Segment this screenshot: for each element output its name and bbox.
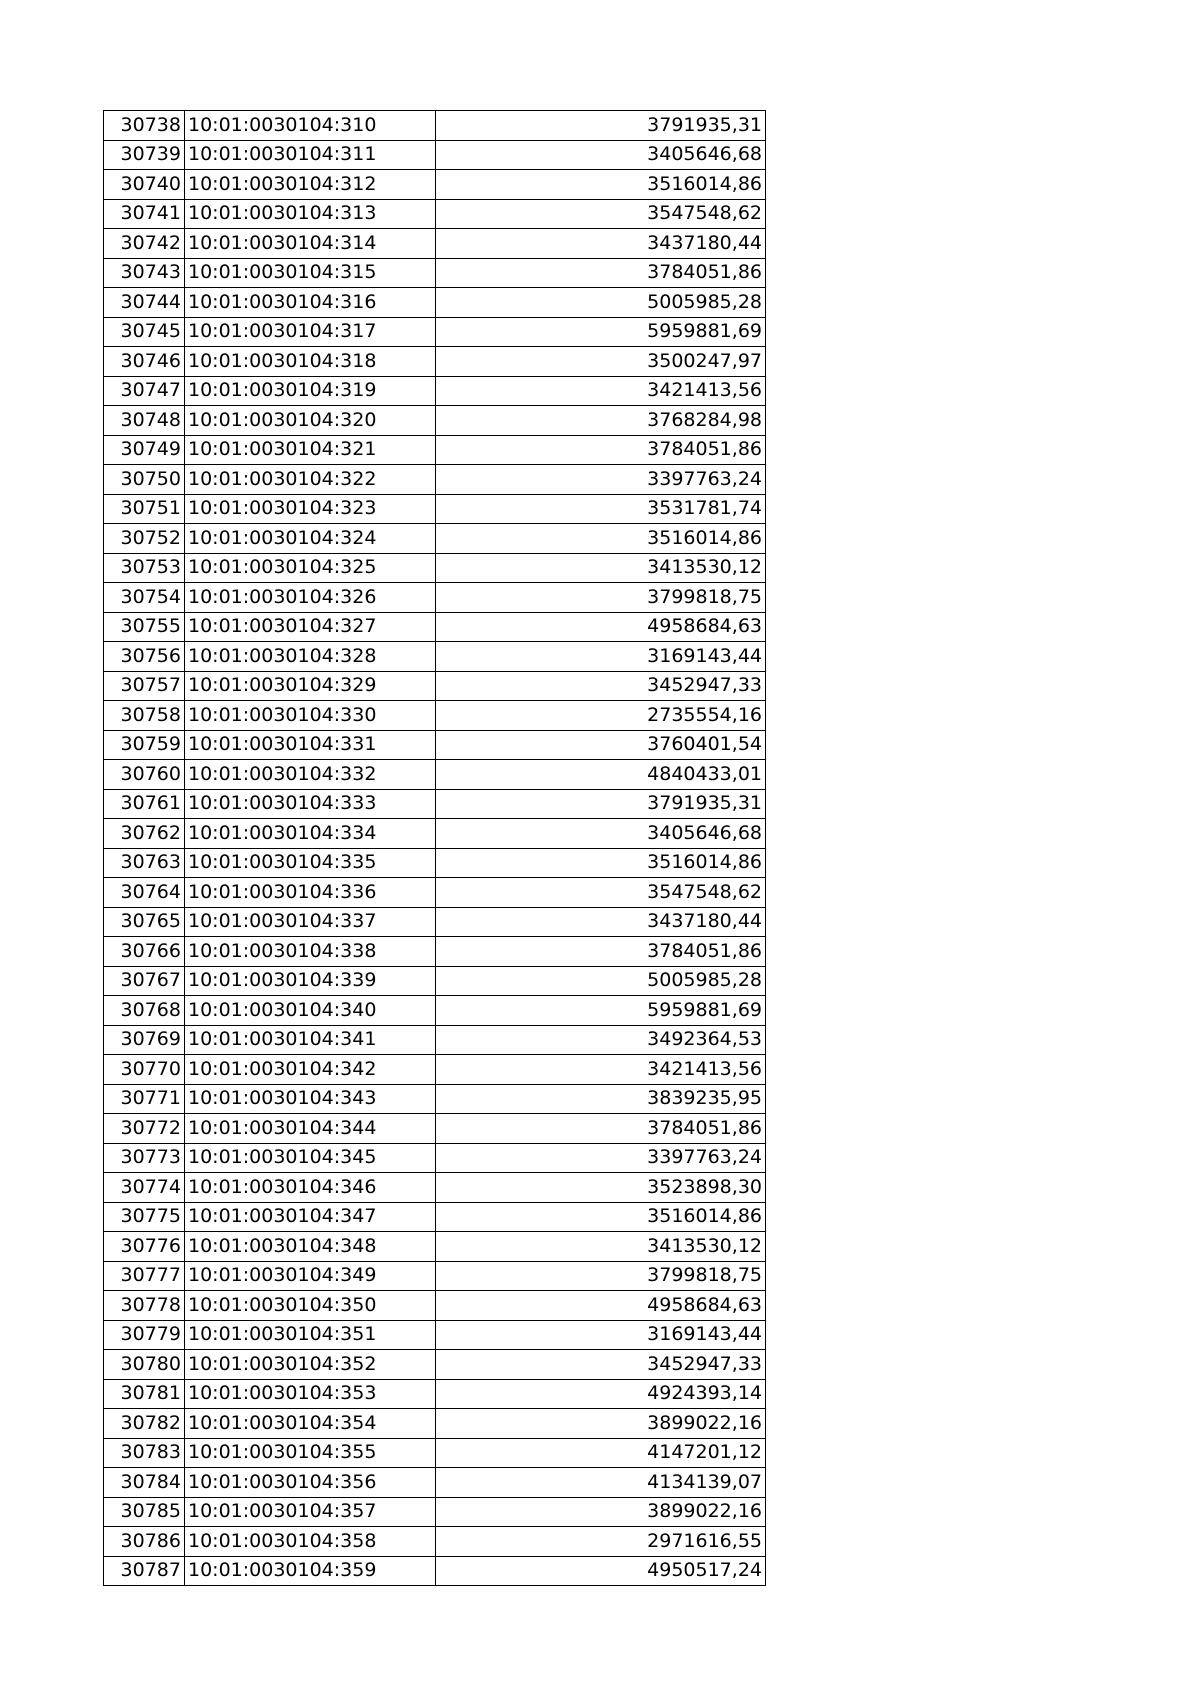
cadastral-value-cell: 3760401,54 bbox=[436, 730, 766, 760]
cadastral-value-cell: 4134139,07 bbox=[436, 1468, 766, 1498]
row-number-cell: 30783 bbox=[104, 1438, 185, 1468]
cadastral-value-cell: 3492364,53 bbox=[436, 1025, 766, 1055]
cadastral-value-cell: 3784051,86 bbox=[436, 258, 766, 288]
cadastral-number-cell: 10:01:0030104:358 bbox=[185, 1527, 436, 1557]
table-row bbox=[104, 966, 766, 996]
row-number-cell: 30758 bbox=[104, 701, 185, 731]
table-row bbox=[104, 524, 766, 554]
cadastral-value-cell: 3437180,44 bbox=[436, 907, 766, 937]
row-number-cell: 30743 bbox=[104, 258, 185, 288]
table-row bbox=[104, 1232, 766, 1262]
table-row bbox=[104, 1497, 766, 1527]
row-number-cell: 30766 bbox=[104, 937, 185, 967]
cadastral-value-cell: 2971616,55 bbox=[436, 1527, 766, 1557]
row-number-cell: 30774 bbox=[104, 1173, 185, 1203]
cadastral-value-cell: 3523898,30 bbox=[436, 1173, 766, 1203]
cadastral-number-cell: 10:01:0030104:339 bbox=[185, 966, 436, 996]
table-row bbox=[104, 435, 766, 465]
cadastral-number-cell: 10:01:0030104:322 bbox=[185, 465, 436, 495]
row-number-cell: 30780 bbox=[104, 1350, 185, 1380]
row-number-cell: 30749 bbox=[104, 435, 185, 465]
cadastral-number-cell: 10:01:0030104:328 bbox=[185, 642, 436, 672]
cadastral-number-cell: 10:01:0030104:327 bbox=[185, 612, 436, 642]
cadastral-number-cell: 10:01:0030104:321 bbox=[185, 435, 436, 465]
cadastral-number-cell: 10:01:0030104:310 bbox=[185, 111, 436, 141]
cadastral-number-cell: 10:01:0030104:345 bbox=[185, 1143, 436, 1173]
cadastral-number-cell: 10:01:0030104:315 bbox=[185, 258, 436, 288]
row-number-cell: 30760 bbox=[104, 760, 185, 790]
cadastral-value-cell: 3516014,86 bbox=[436, 1202, 766, 1232]
row-number-cell: 30779 bbox=[104, 1320, 185, 1350]
cadastral-number-cell: 10:01:0030104:349 bbox=[185, 1261, 436, 1291]
cadastral-number-cell: 10:01:0030104:317 bbox=[185, 317, 436, 347]
row-number-cell: 30784 bbox=[104, 1468, 185, 1498]
cadastral-number-cell: 10:01:0030104:343 bbox=[185, 1084, 436, 1114]
table-row bbox=[104, 288, 766, 318]
table-row bbox=[104, 1173, 766, 1203]
table-row bbox=[104, 730, 766, 760]
row-number-cell: 30787 bbox=[104, 1556, 185, 1586]
row-number-cell: 30755 bbox=[104, 612, 185, 642]
cadastral-value-cell: 3899022,16 bbox=[436, 1497, 766, 1527]
table-row bbox=[104, 937, 766, 967]
cadastral-value-cell: 3397763,24 bbox=[436, 465, 766, 495]
row-number-cell: 30752 bbox=[104, 524, 185, 554]
cadastral-number-cell: 10:01:0030104:319 bbox=[185, 376, 436, 406]
row-number-cell: 30740 bbox=[104, 170, 185, 200]
cadastral-value-cell: 4924393,14 bbox=[436, 1379, 766, 1409]
table-row bbox=[104, 671, 766, 701]
cadastral-number-cell: 10:01:0030104:342 bbox=[185, 1055, 436, 1085]
table-row bbox=[104, 1143, 766, 1173]
cadastral-value-cell: 5005985,28 bbox=[436, 288, 766, 318]
table-row bbox=[104, 1527, 766, 1557]
cadastral-value-cell: 4958684,63 bbox=[436, 1291, 766, 1321]
table-row bbox=[104, 465, 766, 495]
row-number-cell: 30769 bbox=[104, 1025, 185, 1055]
table-row bbox=[104, 1320, 766, 1350]
cadastral-value-cell: 3784051,86 bbox=[436, 435, 766, 465]
row-number-cell: 30771 bbox=[104, 1084, 185, 1114]
table-row bbox=[104, 1261, 766, 1291]
cadastral-value-cell: 3452947,33 bbox=[436, 1350, 766, 1380]
cadastral-number-cell: 10:01:0030104:340 bbox=[185, 996, 436, 1026]
table-row bbox=[104, 996, 766, 1026]
cadastral-value-cell: 3784051,86 bbox=[436, 1114, 766, 1144]
cadastral-value-cell: 3791935,31 bbox=[436, 789, 766, 819]
cadastral-value-cell: 3799818,75 bbox=[436, 1261, 766, 1291]
table-row bbox=[104, 701, 766, 731]
cadastral-number-cell: 10:01:0030104:324 bbox=[185, 524, 436, 554]
cadastral-number-cell: 10:01:0030104:346 bbox=[185, 1173, 436, 1203]
table-row bbox=[104, 376, 766, 406]
row-number-cell: 30747 bbox=[104, 376, 185, 406]
table-row bbox=[104, 1291, 766, 1321]
row-number-cell: 30781 bbox=[104, 1379, 185, 1409]
row-number-cell: 30738 bbox=[104, 111, 185, 141]
cadastral-number-cell: 10:01:0030104:336 bbox=[185, 878, 436, 908]
table-row bbox=[104, 612, 766, 642]
cadastral-value-cell: 3169143,44 bbox=[436, 642, 766, 672]
cadastral-value-cell: 4147201,12 bbox=[436, 1438, 766, 1468]
row-number-cell: 30770 bbox=[104, 1055, 185, 1085]
row-number-cell: 30765 bbox=[104, 907, 185, 937]
cadastral-value-cell: 3169143,44 bbox=[436, 1320, 766, 1350]
cadastral-number-cell: 10:01:0030104:348 bbox=[185, 1232, 436, 1262]
cadastral-value-cell: 3397763,24 bbox=[436, 1143, 766, 1173]
cadastral-number-cell: 10:01:0030104:318 bbox=[185, 347, 436, 377]
row-number-cell: 30759 bbox=[104, 730, 185, 760]
row-number-cell: 30744 bbox=[104, 288, 185, 318]
row-number-cell: 30739 bbox=[104, 140, 185, 170]
cadastral-number-cell: 10:01:0030104:357 bbox=[185, 1497, 436, 1527]
row-number-cell: 30762 bbox=[104, 819, 185, 849]
cadastral-value-cell: 5005985,28 bbox=[436, 966, 766, 996]
table-row bbox=[104, 111, 766, 141]
table-row bbox=[104, 583, 766, 613]
cadastral-value-cell: 3452947,33 bbox=[436, 671, 766, 701]
table-row bbox=[104, 789, 766, 819]
table-row bbox=[104, 907, 766, 937]
cadastral-number-cell: 10:01:0030104:350 bbox=[185, 1291, 436, 1321]
cadastral-value-cell: 3405646,68 bbox=[436, 140, 766, 170]
cadastral-value-cell: 3516014,86 bbox=[436, 848, 766, 878]
table-row bbox=[104, 170, 766, 200]
table-row bbox=[104, 140, 766, 170]
cadastral-value-cell: 3531781,74 bbox=[436, 494, 766, 524]
cadastral-number-cell: 10:01:0030104:313 bbox=[185, 199, 436, 229]
row-number-cell: 30751 bbox=[104, 494, 185, 524]
cadastral-number-cell: 10:01:0030104:337 bbox=[185, 907, 436, 937]
cadastral-number-cell: 10:01:0030104:347 bbox=[185, 1202, 436, 1232]
table-row bbox=[104, 1409, 766, 1439]
cadastral-number-cell: 10:01:0030104:330 bbox=[185, 701, 436, 731]
cadastral-number-cell: 10:01:0030104:351 bbox=[185, 1320, 436, 1350]
cadastral-number-cell: 10:01:0030104:353 bbox=[185, 1379, 436, 1409]
row-number-cell: 30741 bbox=[104, 199, 185, 229]
cadastral-number-cell: 10:01:0030104:325 bbox=[185, 553, 436, 583]
row-number-cell: 30775 bbox=[104, 1202, 185, 1232]
table-row bbox=[104, 1025, 766, 1055]
cadastral-value-cell: 3768284,98 bbox=[436, 406, 766, 436]
cadastral-value-cell: 3516014,86 bbox=[436, 524, 766, 554]
row-number-cell: 30756 bbox=[104, 642, 185, 672]
row-number-cell: 30753 bbox=[104, 553, 185, 583]
cadastral-number-cell: 10:01:0030104:356 bbox=[185, 1468, 436, 1498]
row-number-cell: 30761 bbox=[104, 789, 185, 819]
table-row bbox=[104, 1350, 766, 1380]
cadastral-value-cell: 5959881,69 bbox=[436, 996, 766, 1026]
cadastral-number-cell: 10:01:0030104:338 bbox=[185, 937, 436, 967]
cadastral-number-cell: 10:01:0030104:323 bbox=[185, 494, 436, 524]
cadastral-number-cell: 10:01:0030104:334 bbox=[185, 819, 436, 849]
cadastral-number-cell: 10:01:0030104:344 bbox=[185, 1114, 436, 1144]
row-number-cell: 30754 bbox=[104, 583, 185, 613]
table-row bbox=[104, 317, 766, 347]
cadastral-value-cell: 3413530,12 bbox=[436, 1232, 766, 1262]
table-row bbox=[104, 1114, 766, 1144]
cadastral-number-cell: 10:01:0030104:355 bbox=[185, 1438, 436, 1468]
cadastral-number-cell: 10:01:0030104:329 bbox=[185, 671, 436, 701]
row-number-cell: 30764 bbox=[104, 878, 185, 908]
cadastral-number-cell: 10:01:0030104:316 bbox=[185, 288, 436, 318]
cadastral-value-cell: 3421413,56 bbox=[436, 376, 766, 406]
table-row bbox=[104, 199, 766, 229]
cadastral-number-cell: 10:01:0030104:333 bbox=[185, 789, 436, 819]
table-row bbox=[104, 347, 766, 377]
row-number-cell: 30763 bbox=[104, 848, 185, 878]
cadastral-number-cell: 10:01:0030104:314 bbox=[185, 229, 436, 259]
row-number-cell: 30742 bbox=[104, 229, 185, 259]
row-number-cell: 30778 bbox=[104, 1291, 185, 1321]
cadastral-value-cell: 3405646,68 bbox=[436, 819, 766, 849]
cadastral-number-cell: 10:01:0030104:332 bbox=[185, 760, 436, 790]
row-number-cell: 30777 bbox=[104, 1261, 185, 1291]
cadastral-number-cell: 10:01:0030104:341 bbox=[185, 1025, 436, 1055]
cadastral-value-cell: 3516014,86 bbox=[436, 170, 766, 200]
row-number-cell: 30757 bbox=[104, 671, 185, 701]
row-number-cell: 30768 bbox=[104, 996, 185, 1026]
cadastral-value-cell: 4950517,24 bbox=[436, 1556, 766, 1586]
row-number-cell: 30745 bbox=[104, 317, 185, 347]
cadastral-number-cell: 10:01:0030104:320 bbox=[185, 406, 436, 436]
row-number-cell: 30782 bbox=[104, 1409, 185, 1439]
row-number-cell: 30773 bbox=[104, 1143, 185, 1173]
cadastral-number-cell: 10:01:0030104:331 bbox=[185, 730, 436, 760]
cadastral-value-table bbox=[103, 110, 766, 1586]
cadastral-value-cell: 2735554,16 bbox=[436, 701, 766, 731]
cadastral-value-cell: 5959881,69 bbox=[436, 317, 766, 347]
table-row bbox=[104, 1379, 766, 1409]
table-row bbox=[104, 553, 766, 583]
table-row bbox=[104, 760, 766, 790]
cadastral-number-cell: 10:01:0030104:312 bbox=[185, 170, 436, 200]
table-row bbox=[104, 229, 766, 259]
cadastral-value-cell: 3421413,56 bbox=[436, 1055, 766, 1085]
row-number-cell: 30776 bbox=[104, 1232, 185, 1262]
cadastral-value-cell: 3547548,62 bbox=[436, 199, 766, 229]
row-number-cell: 30772 bbox=[104, 1114, 185, 1144]
table-row bbox=[104, 1438, 766, 1468]
cadastral-value-cell: 3547548,62 bbox=[436, 878, 766, 908]
table-row bbox=[104, 406, 766, 436]
row-number-cell: 30748 bbox=[104, 406, 185, 436]
cadastral-value-cell: 3899022,16 bbox=[436, 1409, 766, 1439]
table-row bbox=[104, 848, 766, 878]
table-row bbox=[104, 819, 766, 849]
row-number-cell: 30785 bbox=[104, 1497, 185, 1527]
cadastral-value-cell: 3784051,86 bbox=[436, 937, 766, 967]
cadastral-number-cell: 10:01:0030104:359 bbox=[185, 1556, 436, 1586]
row-number-cell: 30750 bbox=[104, 465, 185, 495]
cadastral-value-cell: 3413530,12 bbox=[436, 553, 766, 583]
table-row bbox=[104, 494, 766, 524]
row-number-cell: 30786 bbox=[104, 1527, 185, 1557]
table-row bbox=[104, 258, 766, 288]
cadastral-value-cell: 3839235,95 bbox=[436, 1084, 766, 1114]
cadastral-number-cell: 10:01:0030104:326 bbox=[185, 583, 436, 613]
table-body bbox=[104, 111, 766, 1586]
cadastral-value-cell: 3437180,44 bbox=[436, 229, 766, 259]
table-row bbox=[104, 1202, 766, 1232]
cadastral-number-cell: 10:01:0030104:311 bbox=[185, 140, 436, 170]
row-number-cell: 30767 bbox=[104, 966, 185, 996]
table-row bbox=[104, 878, 766, 908]
row-number-cell: 30746 bbox=[104, 347, 185, 377]
cadastral-value-cell: 4958684,63 bbox=[436, 612, 766, 642]
table-row bbox=[104, 1556, 766, 1586]
table-row bbox=[104, 1084, 766, 1114]
cadastral-number-cell: 10:01:0030104:354 bbox=[185, 1409, 436, 1439]
table-row bbox=[104, 1468, 766, 1498]
cadastral-value-cell: 3791935,31 bbox=[436, 111, 766, 141]
cadastral-value-cell: 3799818,75 bbox=[436, 583, 766, 613]
cadastral-number-cell: 10:01:0030104:352 bbox=[185, 1350, 436, 1380]
cadastral-value-cell: 3500247,97 bbox=[436, 347, 766, 377]
table-row bbox=[104, 642, 766, 672]
table-row bbox=[104, 1055, 766, 1085]
cadastral-value-cell: 4840433,01 bbox=[436, 760, 766, 790]
cadastral-number-cell: 10:01:0030104:335 bbox=[185, 848, 436, 878]
